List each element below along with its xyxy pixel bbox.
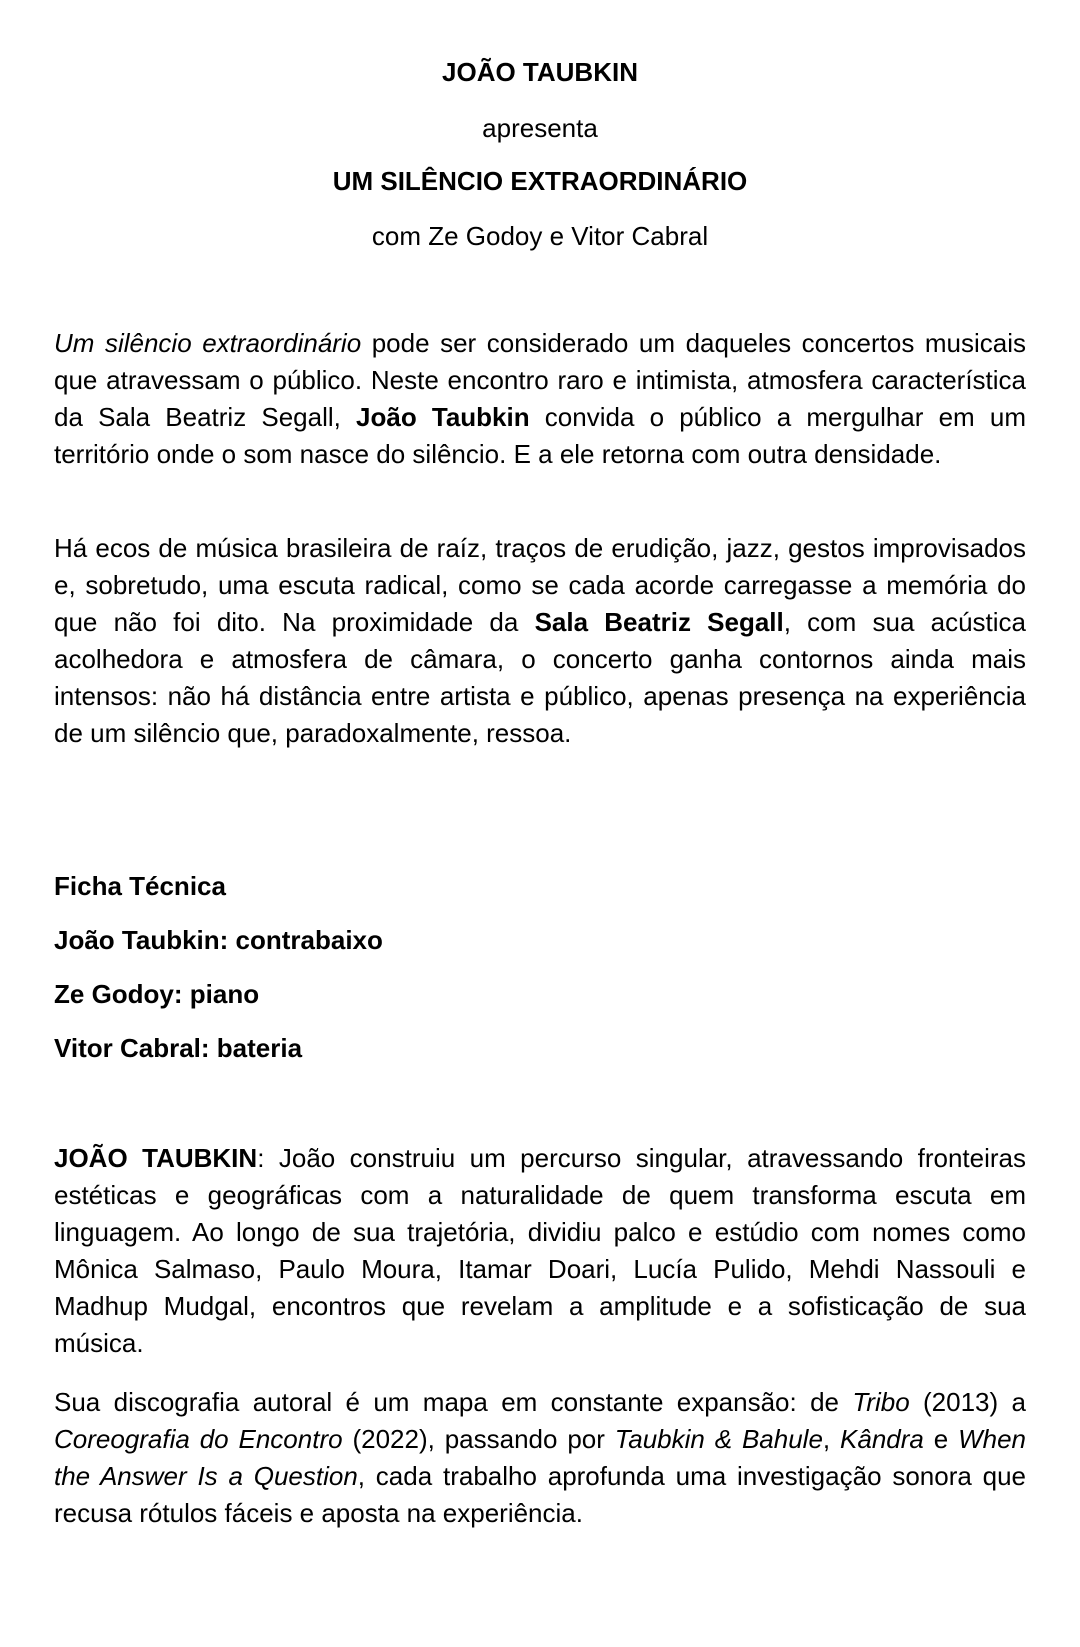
album-title: When the Answer Is a Question xyxy=(54,1424,1026,1491)
disco-text-d: , xyxy=(822,1424,841,1454)
credit-item: Vitor Cabral: bateria xyxy=(54,1033,303,1063)
intro-text-a: pode ser considerado um daqueles concertos musicais que atravessam o público. Neste encontro raro e intimista, atmosfera característica da Sala Beatriz Segall, xyxy=(54,328,1027,432)
disco-text-a: Sua discografia autoral é um mapa em constante expansão: de xyxy=(54,1387,853,1417)
show-title-italic: Um silêncio extraordinário xyxy=(54,328,362,358)
performers-line: com Ze Godoy e Vitor Cabral xyxy=(371,221,709,251)
bio-paragraph-1 xyxy=(54,1140,1026,1362)
intro-paragraph-1 xyxy=(54,325,1026,473)
album-title: Taubkin & Bahule xyxy=(614,1424,823,1454)
presents-line: apresenta xyxy=(482,113,598,143)
disco-text-e: e xyxy=(923,1424,959,1454)
intro2-text-a: Há ecos de música brasileira de raíz, traços de erudição, jazz, gestos improvisados e, sobretudo, uma escuta radical, como se cada acorde carregasse a memória do que não foi dito. Na proximidade da xyxy=(54,533,1026,637)
album-title: Coreografia do Encontro xyxy=(54,1424,343,1454)
album-title: Kândra xyxy=(840,1424,924,1454)
show-title: UM SILÊNCIO EXTRAORDINÁRIO xyxy=(332,166,748,196)
disco-text-b: (2013) a xyxy=(909,1387,1026,1417)
credit-item: João Taubkin: contrabaixo xyxy=(54,925,383,955)
bio-text: : João construiu um percurso singular, atravessando fronteiras estéticas e geográficas com a naturalidade de quem transforma escuta em linguagem. Ao longo de sua trajetória, dividiu palco e estúdio com nomes como Mônica Salmaso, Paulo Moura, Itamar Doari, Lucía Pulido, Mehdi Nassouli e Madhup Mudgal, encontros que revelam a amplitude e a sofisticação de sua música. xyxy=(54,1143,1026,1358)
venue-name-bold: Sala Beatriz Segall xyxy=(534,607,784,637)
artist-name-bold: João Taubkin xyxy=(356,402,530,432)
credits-section xyxy=(54,868,1026,1084)
author-heading: JOÃO TAUBKIN xyxy=(442,57,638,87)
disco-text-f: , cada trabalho aprofunda uma investigação sonora que recusa rótulos fáceis e aposta na experiência. xyxy=(54,1461,1026,1528)
credit-item: Ze Godoy: piano xyxy=(54,979,260,1009)
bio-paragraph-2 xyxy=(54,1384,1026,1532)
bio-name-bold: JOÃO TAUBKIN xyxy=(54,1143,258,1173)
intro-paragraph-2 xyxy=(54,530,1026,752)
intro2-text-b: , com sua acústica acolhedora e atmosfera de câmara, o concerto ganha contornos ainda mais intensos: não há distância entre artista e público, apenas presença na experiência de um silêncio que, paradoxalmente, ressoa. xyxy=(54,607,1026,748)
intro-text-b: convida o público a mergulhar em um território onde o som nasce do silêncio. E a ele retorna com outra densidade. xyxy=(54,402,1026,469)
album-title: Tribo xyxy=(852,1387,910,1417)
credits-heading: Ficha Técnica xyxy=(54,871,226,901)
disco-text-c: (2022), passando por xyxy=(342,1424,615,1454)
